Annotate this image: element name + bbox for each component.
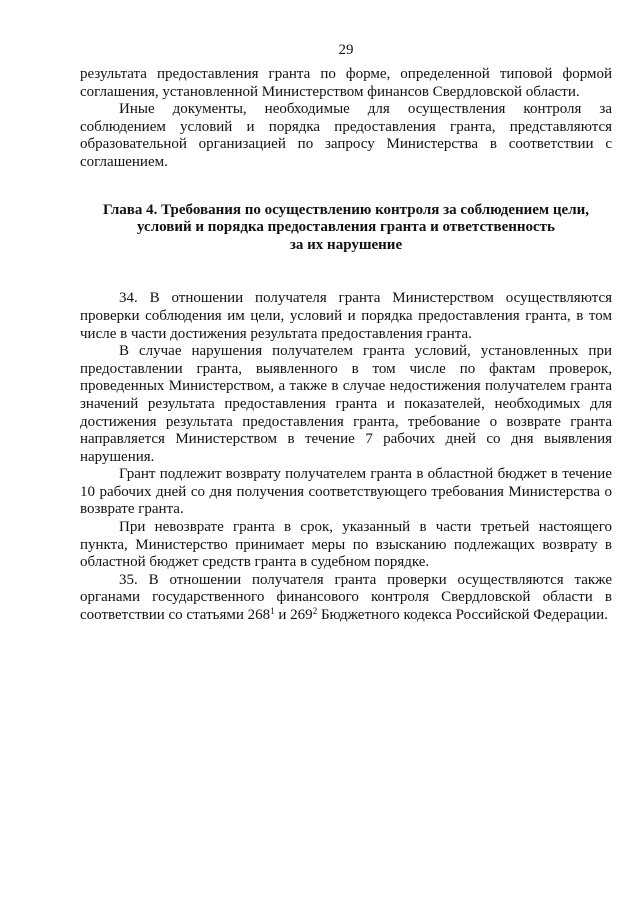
section-35-paragraph bbox=[80, 572, 612, 625]
intro-paragraph-2: Иные документы, необходимые для осуществления контроля за соблюдением условий и порядка предоставления гранта, представляются образовательной организацией по запросу Министерства в соответствии с соглашением. bbox=[80, 101, 612, 170]
section-35-text-after: Бюджетного кодекса Российской Федерации. bbox=[317, 607, 608, 624]
chapter-title bbox=[80, 202, 612, 255]
intro-paragraph-1: результата предоставления гранта по форме, определенной типовой формой соглашения, установленной Министерством финансов Свердловской области. bbox=[80, 66, 612, 100]
section-34-paragraph-3: Грант подлежит возврату получателем гранта в областной бюджет в течение 10 рабочих дней со дня получения соответствующего требования Министерства о возврате гранта. bbox=[80, 466, 612, 518]
page-number: 29 bbox=[338, 42, 354, 58]
chapter-title-line-1: Глава 4. Требования по осуществлению контроля за соблюдением цели, bbox=[103, 201, 589, 218]
section-35-text-before: 35. В отношении получателя гранта проверки осуществляются также органами государственного финансового контроля Свердловской области в соответствии со статьями 268 bbox=[80, 571, 612, 624]
section-34-paragraph-2: В случае нарушения получателем гранта условий, установленных при предоставлении гранта, выявленного в том числе по фактам проверок, проведенных Министерством, а также в случае недостижения получателем гранта значений результата предоставления гранта и показателей, необходимых для достижения результата предоставления гранта, требование о возврате гранта направляется Министерством в течение 7 рабочих дней со дня выявления нарушения. bbox=[80, 343, 612, 465]
section-35-text-middle: и 269 bbox=[274, 607, 313, 624]
section-34-paragraph-4: При невозврате гранта в срок, указанный в части третьей настоящего пункта, Министерство принимает меры по взысканию подлежащих возврату в областной бюджет средств гранта в судебном порядке. bbox=[80, 519, 612, 571]
document-page bbox=[80, 40, 612, 625]
chapter-title-line-3: за их нарушение bbox=[289, 236, 403, 253]
section-34-paragraph-1: 34. В отношении получателя гранта Министерством осуществляются проверки соблюдения им цели, условий и порядка предоставления гранта, в том числе в части достижения результата предоставления гранта. bbox=[80, 290, 612, 342]
superscript-2: 2 bbox=[312, 606, 318, 617]
superscript-1: 1 bbox=[270, 606, 275, 617]
chapter-title-line-2: условий и порядка предоставления гранта и ответственность bbox=[137, 219, 555, 236]
